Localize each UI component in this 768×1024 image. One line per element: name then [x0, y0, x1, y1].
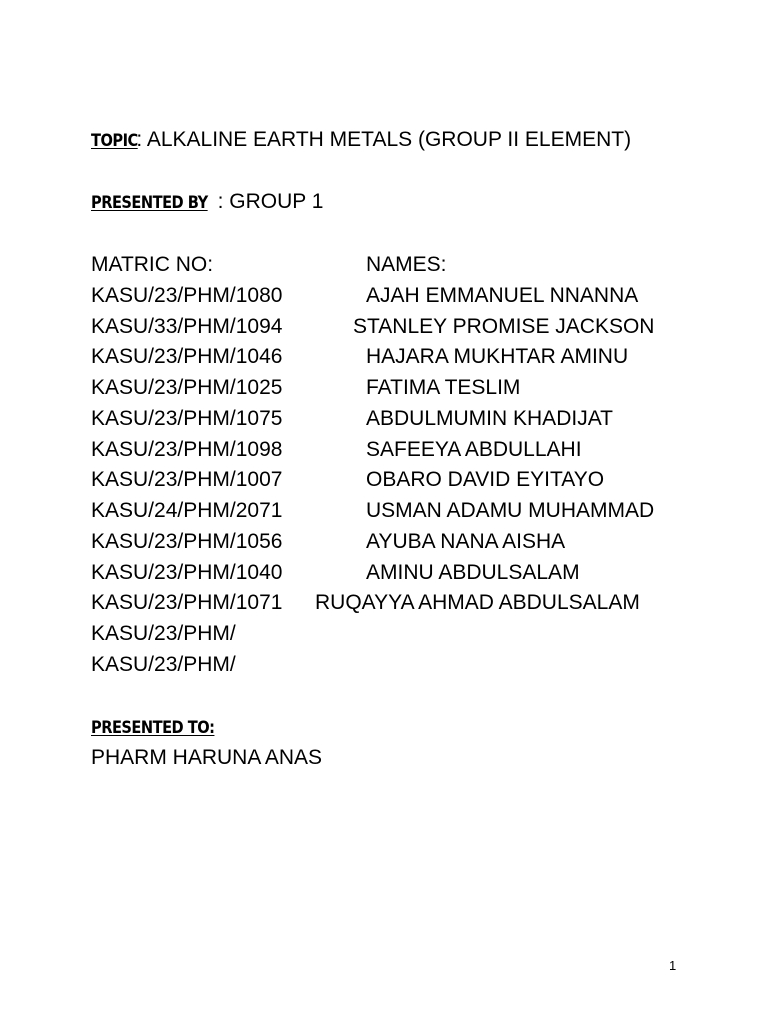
page-number: 1: [669, 958, 677, 973]
table-row: [91, 652, 711, 678]
table-row: [91, 375, 711, 401]
student-name: ABDULMUMIN KHADIJAT: [366, 407, 613, 430]
matric-no: KASU/23/PHM/1025: [91, 376, 283, 399]
table-header: [91, 252, 711, 278]
topic-value: : ALKALINE EARTH METALS (GROUP II ELEMENT): [136, 128, 632, 151]
presented-by-label: PRESENTED BY: [91, 193, 208, 213]
matric-no: KASU/23/PHM/1071: [91, 591, 283, 614]
student-name: RUQAYYA AHMAD ABDULSALAM: [315, 591, 640, 614]
matric-no: KASU/23/PHM/1007: [91, 468, 283, 491]
table-row: [91, 406, 711, 432]
student-name: OBARO DAVID EYITAYO: [366, 468, 605, 491]
topic-line: [91, 127, 631, 154]
table-row: [91, 437, 711, 463]
matric-no: KASU/23/PHM/1040: [91, 561, 283, 584]
student-name: FATIMA TESLIM: [366, 376, 521, 399]
table-row: [91, 621, 711, 647]
student-name: STANLEY PROMISE JACKSON: [353, 315, 655, 338]
student-name: AJAH EMMANUEL NNANNA: [366, 284, 639, 307]
matric-no: KASU/33/PHM/1094: [91, 315, 283, 338]
table-row: [91, 283, 711, 309]
matric-no: KASU/23/PHM/1046: [91, 345, 283, 368]
matric-no: KASU/23/PHM/1080: [91, 284, 283, 307]
presented-by-line: [91, 189, 323, 216]
names-header: NAMES:: [366, 253, 447, 276]
matric-no: KASU/23/PHM/1075: [91, 407, 283, 430]
table-row: [91, 314, 711, 340]
student-name: AYUBA NANA AISHA: [366, 530, 566, 553]
matric-no: KASU/23/PHM/: [91, 622, 236, 645]
matric-header: MATRIC NO:: [91, 253, 214, 276]
matric-no: KASU/24/PHM/2071: [91, 499, 283, 522]
matric-no: KASU/23/PHM/1056: [91, 530, 283, 553]
table-row: [91, 590, 711, 616]
table-row: [91, 560, 711, 586]
topic-label: TOPIC: [91, 131, 138, 151]
table-row: [91, 344, 711, 370]
presented-to-value: PHARM HARUNA ANAS: [91, 746, 323, 769]
presented-to-label: PRESENTED TO:: [91, 718, 215, 738]
table-row: [91, 467, 711, 493]
presented-by-value: : GROUP 1: [217, 190, 324, 213]
matric-no: KASU/23/PHM/1098: [91, 438, 283, 461]
student-name: USMAN ADAMU MUHAMMAD: [366, 499, 655, 522]
table-row: [91, 498, 711, 524]
table-row: [91, 529, 711, 555]
matric-no: KASU/23/PHM/: [91, 653, 236, 676]
student-name: AMINU ABDULSALAM: [366, 561, 580, 584]
student-name: SAFEEYA ABDULLAHI: [366, 438, 582, 461]
student-name: HAJARA MUKHTAR AMINU: [366, 345, 629, 368]
presented-to-line: [91, 714, 226, 741]
